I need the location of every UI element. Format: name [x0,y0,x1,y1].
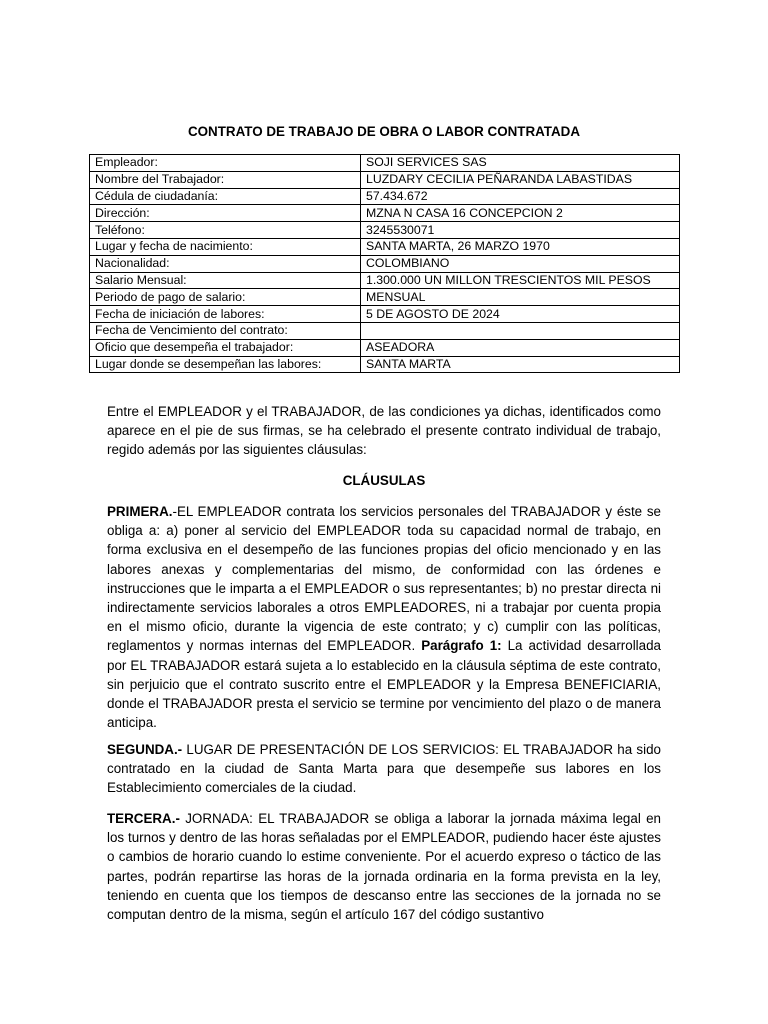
info-row [90,222,680,239]
info-row [90,238,680,255]
info-row [90,339,680,356]
info-label: Oficio que desempeña el trabajador: [90,339,361,356]
info-value: 3245530071 [361,222,680,239]
info-row [90,255,680,272]
clause-primera-text-b: La actividad desarrollada por EL TRABAJADOR estará sujeta a lo establecido en la cláusula séptima de este contrato, sin perjuicio que el contrato suscrito entre el EMPLEADOR y la Empresa BENEFICIARIA, donde el TRABAJADOR presta el servicio se termine por vencimiento del plazo o de manera anticipa. [107,638,661,731]
info-value [361,322,680,339]
info-row [90,306,680,323]
paragrafo-1-label: Parágrafo 1: [421,638,502,654]
info-value: SANTA MARTA [361,356,680,373]
info-label: Lugar y fecha de nacimiento: [90,238,361,255]
clause-primera-label: PRIMERA. [107,504,173,519]
info-label: Fecha de Vencimiento del contrato: [90,322,361,339]
clause-tercera-text: JORNADA: EL TRABAJADOR se obliga a laborar la jornada máxima legal en los turnos y dentro de las horas señaladas por el EMPLEADOR, pudiendo hacer éste ajustes o cambios de horario cuando lo estime conveniente. Por el acuerdo expreso o táctico de las partes, podrán repartirse las horas de la jornada ordinaria en la forma prevista en la ley, teniendo en cuenta que los tiempos de descanso entre las secciones de la jornada no se computan dentro de la misma, según el artículo 167 del código sustantivo [107,811,661,923]
info-row [90,171,680,188]
info-label: Nacionalidad: [90,255,361,272]
intro-paragraph: Entre el EMPLEADOR y el TRABAJADOR, de las condiciones ya dichas, identificados como aparece en el pie de sus firmas, se ha celebrado el presente contrato individual de trabajo, regido además por las siguientes cláusulas: [107,404,661,458]
info-row [90,356,680,373]
clauses-heading: CLÁUSULAS [342,473,426,488]
info-row [90,188,680,205]
info-label: Cédula de ciudadanía: [90,188,361,205]
info-value: MENSUAL [361,289,680,306]
info-value: ASEADORA [361,339,680,356]
info-label: Periodo de pago de salario: [90,289,361,306]
info-value: SOJI SERVICES SAS [361,155,680,172]
clause-tercera [107,809,661,924]
info-label: Teléfono: [90,222,361,239]
info-label: Lugar donde se desempeñan las labores: [90,356,361,373]
info-label: Salario Mensual: [90,272,361,289]
clause-segunda-text: LUGAR DE PRESENTACIÓN DE LOS SERVICIOS: EL TRABAJADOR ha sido contratado en la ciudad de Santa Marta para que desempeñe sus labores en los Establecimiento comerciales de la ciudad. [107,742,661,796]
info-label: Dirección: [90,205,361,222]
clause-primera-text-a: -EL EMPLEADOR contrata los servicios personales del TRABAJADOR y éste se obliga a: a) poner al servicio del EMPLEADOR toda su capacidad normal de trabajo, en forma exclusiva en el desempeño de las funciones propias del oficio mencionado y en las labores anexas y complementarias del mismo, de conformidad con las órdenes e instrucciones que le imparta a el EMPLEADOR o sus representantes; b) no prestar directa ni indirectamente servicios laborales a otros EMPLEADORES, ni a trabajar por cuenta propia en el mismo oficio, durante la vigencia de este contrato; y c) cumplir con las políticas, reglamentos y normas internas del EMPLEADOR. [107,504,661,654]
info-row [90,289,680,306]
info-row [90,155,680,172]
info-row [90,322,680,339]
clause-tercera-label: TERCERA.- [107,811,180,826]
contract-info-table [89,154,680,373]
info-value: 57.434.672 [361,188,680,205]
info-label: Empleador: [90,155,361,172]
info-label: Nombre del Trabajador: [90,171,361,188]
clause-primera [107,502,661,732]
info-value: 1.300.000 UN MILLON TRESCIENTOS MIL PESOS [361,272,680,289]
info-label: Fecha de iniciación de labores: [90,306,361,323]
contract-info-body [90,155,680,373]
clause-segunda [107,740,661,798]
info-value: 5 DE AGOSTO DE 2024 [361,306,680,323]
info-value: LUZDARY CECILIA PEÑARANDA LABASTIDAS [361,171,680,188]
info-row [90,205,680,222]
info-value: COLOMBIANO [361,255,680,272]
clause-segunda-label: SEGUNDA.- [107,742,183,757]
info-row [90,272,680,289]
document-title: CONTRATO DE TRABAJO DE OBRA O LABOR CONTRATADA [187,124,581,139]
info-value: MZNA N CASA 16 CONCEPCION 2 [361,205,680,222]
info-value: SANTA MARTA, 26 MARZO 1970 [361,238,680,255]
